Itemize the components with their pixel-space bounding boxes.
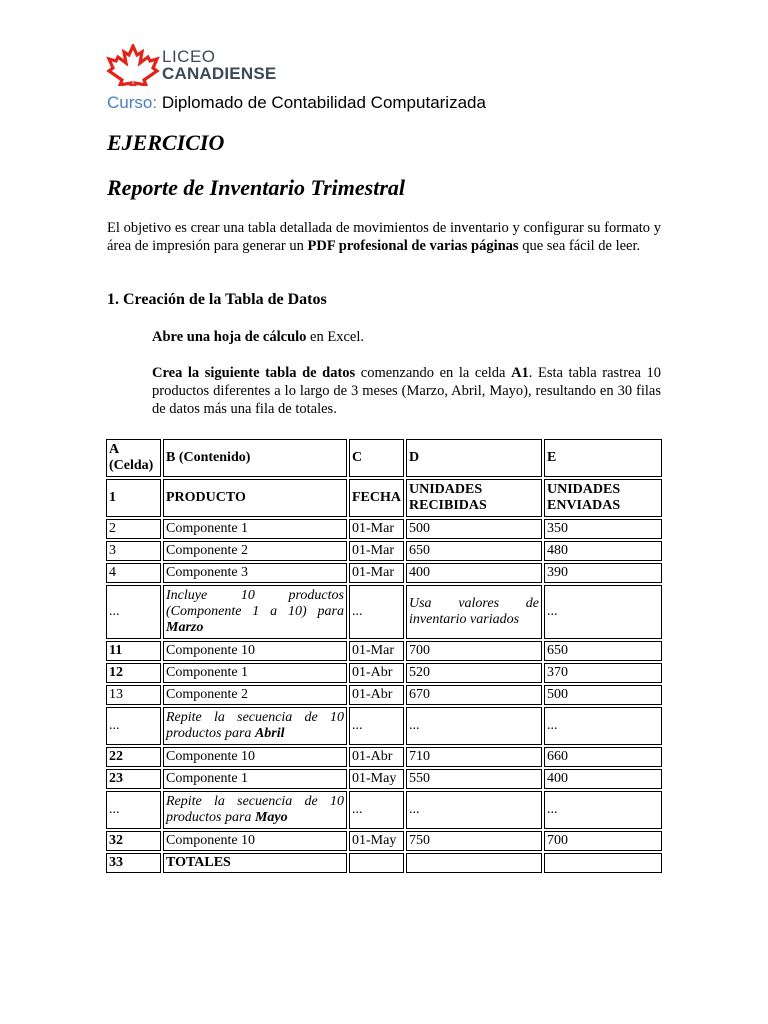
table-cell: 01-Mar bbox=[349, 519, 404, 539]
table-cell: Componente 10 bbox=[163, 747, 347, 767]
table-cell: 650 bbox=[544, 641, 662, 661]
table-cell: ... bbox=[106, 707, 161, 745]
intro-text-1: El objetivo es crear una tabla detallada de movimientos de inventario y configurar su formato y área de impresión para generar un bbox=[107, 220, 661, 254]
table-cell bbox=[163, 707, 347, 745]
table-cell: Usa valores de inventario variados bbox=[406, 585, 542, 639]
table-row bbox=[106, 791, 662, 829]
inventory-table bbox=[104, 437, 664, 875]
table-row bbox=[106, 831, 662, 851]
table-cell: ... bbox=[544, 585, 662, 639]
intro-text-2: que sea fácil de leer. bbox=[518, 238, 641, 254]
table-cell: 1 bbox=[106, 479, 161, 517]
table-row bbox=[106, 641, 662, 661]
table-cell: 01-Abr bbox=[349, 663, 404, 683]
table-cell: 01-May bbox=[349, 831, 404, 851]
table-cell: 500 bbox=[406, 519, 542, 539]
table-cell: 2 bbox=[106, 519, 161, 539]
table-cell: FECHA bbox=[349, 479, 404, 517]
step-1 bbox=[152, 329, 364, 346]
table-cell: Componente 1 bbox=[163, 519, 347, 539]
cell-text: Incluye 10 productos (Componente 1 a 10) para bbox=[166, 588, 344, 619]
table-cell: TOTALES bbox=[163, 853, 347, 873]
table-cell bbox=[163, 585, 347, 639]
logo bbox=[106, 44, 306, 86]
table-cell: 500 bbox=[544, 685, 662, 705]
table-cell bbox=[349, 853, 404, 873]
table-row bbox=[106, 769, 662, 789]
table-row bbox=[106, 585, 662, 639]
course-label: Curso: bbox=[107, 93, 158, 112]
cell-bold: Mayo bbox=[254, 810, 288, 825]
table-cell: 01-Mar bbox=[349, 563, 404, 583]
table-row bbox=[106, 541, 662, 561]
table-cell: 520 bbox=[406, 663, 542, 683]
cell-text: Repite la secuencia de 10 productos para bbox=[166, 794, 344, 825]
table-cell: 01-Abr bbox=[349, 747, 404, 767]
table-cell: A (Celda) bbox=[106, 439, 161, 477]
cell-bold: Abril bbox=[254, 726, 285, 741]
maple-leaf-icon bbox=[106, 44, 160, 86]
table-cell: 11 bbox=[106, 641, 161, 661]
table-cell: Componente 2 bbox=[163, 541, 347, 561]
table-cell: Componente 1 bbox=[163, 663, 347, 683]
intro-bold: PDF profesional de varias páginas bbox=[307, 238, 519, 254]
table-cell: 33 bbox=[106, 853, 161, 873]
step-2-bold-1: Crea la siguiente tabla de datos bbox=[152, 365, 356, 381]
step-2-text-1: comenzando en la celda bbox=[355, 365, 512, 381]
table-cell: UNIDADES RECIBIDAS bbox=[406, 479, 542, 517]
table-cell: 01-Mar bbox=[349, 541, 404, 561]
table-cell: 3 bbox=[106, 541, 161, 561]
table-cell: 22 bbox=[106, 747, 161, 767]
section-heading: 1. Creación de la Tabla de Datos bbox=[107, 291, 327, 308]
table-cell bbox=[406, 853, 542, 873]
table-cell: UNIDADES ENVIADAS bbox=[544, 479, 662, 517]
table-cell: 700 bbox=[406, 641, 542, 661]
logo-line1: LICEO bbox=[162, 47, 216, 66]
step-1-text: en Excel. bbox=[306, 329, 364, 345]
table-cell: 4 bbox=[106, 563, 161, 583]
logo-line2: CANADIENSE bbox=[162, 64, 277, 83]
table-cell: ... bbox=[349, 707, 404, 745]
table-cell: 390 bbox=[544, 563, 662, 583]
table-cell: 370 bbox=[544, 663, 662, 683]
table-cell: 01-May bbox=[349, 769, 404, 789]
table-cell: 350 bbox=[544, 519, 662, 539]
table-cell: 13 bbox=[106, 685, 161, 705]
course-line bbox=[107, 93, 486, 113]
table-cell: ... bbox=[349, 791, 404, 829]
table-cell: 480 bbox=[544, 541, 662, 561]
table-row bbox=[106, 563, 662, 583]
table-cell: Componente 10 bbox=[163, 831, 347, 851]
step-2 bbox=[152, 364, 661, 418]
table-cell: ... bbox=[544, 791, 662, 829]
table-cell: 670 bbox=[406, 685, 542, 705]
exercise-heading: EJERCICIO bbox=[107, 130, 225, 155]
table-cell: 12 bbox=[106, 663, 161, 683]
table-cell: ... bbox=[106, 791, 161, 829]
table-cell: B (Contenido) bbox=[163, 439, 347, 477]
table-header-row bbox=[106, 439, 662, 477]
table-cell: 01-Abr bbox=[349, 685, 404, 705]
table-cell: Componente 3 bbox=[163, 563, 347, 583]
step-1-bold: Abre una hoja de cálculo bbox=[152, 329, 307, 345]
table-cell: ... bbox=[406, 791, 542, 829]
table-cell: E bbox=[544, 439, 662, 477]
cell-bold: Marzo bbox=[166, 620, 204, 635]
table-cell: 750 bbox=[406, 831, 542, 851]
table-cell: 660 bbox=[544, 747, 662, 767]
table-cell: ... bbox=[349, 585, 404, 639]
table-cell: 01-Mar bbox=[349, 641, 404, 661]
table-cell: ... bbox=[544, 707, 662, 745]
table-cell: 23 bbox=[106, 769, 161, 789]
table-row bbox=[106, 479, 662, 517]
table-cell: 32 bbox=[106, 831, 161, 851]
document-title: Reporte de Inventario Trimestral bbox=[107, 175, 406, 200]
intro-paragraph bbox=[107, 219, 661, 255]
step-2-text-2: . Esta tabla rastrea 10 productos diferentes a lo largo de 3 meses (Marzo, Abril, Mayo), resultando en 30 filas de datos más una fila de totales. bbox=[152, 365, 661, 417]
cell-text: Repite la secuencia de 10 productos para bbox=[166, 710, 344, 741]
table-cell: ... bbox=[406, 707, 542, 745]
table-row bbox=[106, 747, 662, 767]
table-cell: 550 bbox=[406, 769, 542, 789]
table-row bbox=[106, 707, 662, 745]
table-cell: 400 bbox=[406, 563, 542, 583]
table-cell: PRODUCTO bbox=[163, 479, 347, 517]
table-cell: D bbox=[406, 439, 542, 477]
table-row bbox=[106, 519, 662, 539]
table-cell: ... bbox=[106, 585, 161, 639]
table-cell: 400 bbox=[544, 769, 662, 789]
table-cell bbox=[163, 791, 347, 829]
table-cell: Componente 2 bbox=[163, 685, 347, 705]
table-cell: 710 bbox=[406, 747, 542, 767]
table-cell: C bbox=[349, 439, 404, 477]
step-2-bold-2: A1 bbox=[511, 365, 529, 381]
table-row bbox=[106, 685, 662, 705]
table-cell: Componente 10 bbox=[163, 641, 347, 661]
table-cell: Componente 1 bbox=[163, 769, 347, 789]
table-cell: 650 bbox=[406, 541, 542, 561]
course-name: Diplomado de Contabilidad Computarizada bbox=[161, 93, 486, 112]
table-row bbox=[106, 663, 662, 683]
table-cell bbox=[544, 853, 662, 873]
table-row bbox=[106, 853, 662, 873]
table-cell: 700 bbox=[544, 831, 662, 851]
